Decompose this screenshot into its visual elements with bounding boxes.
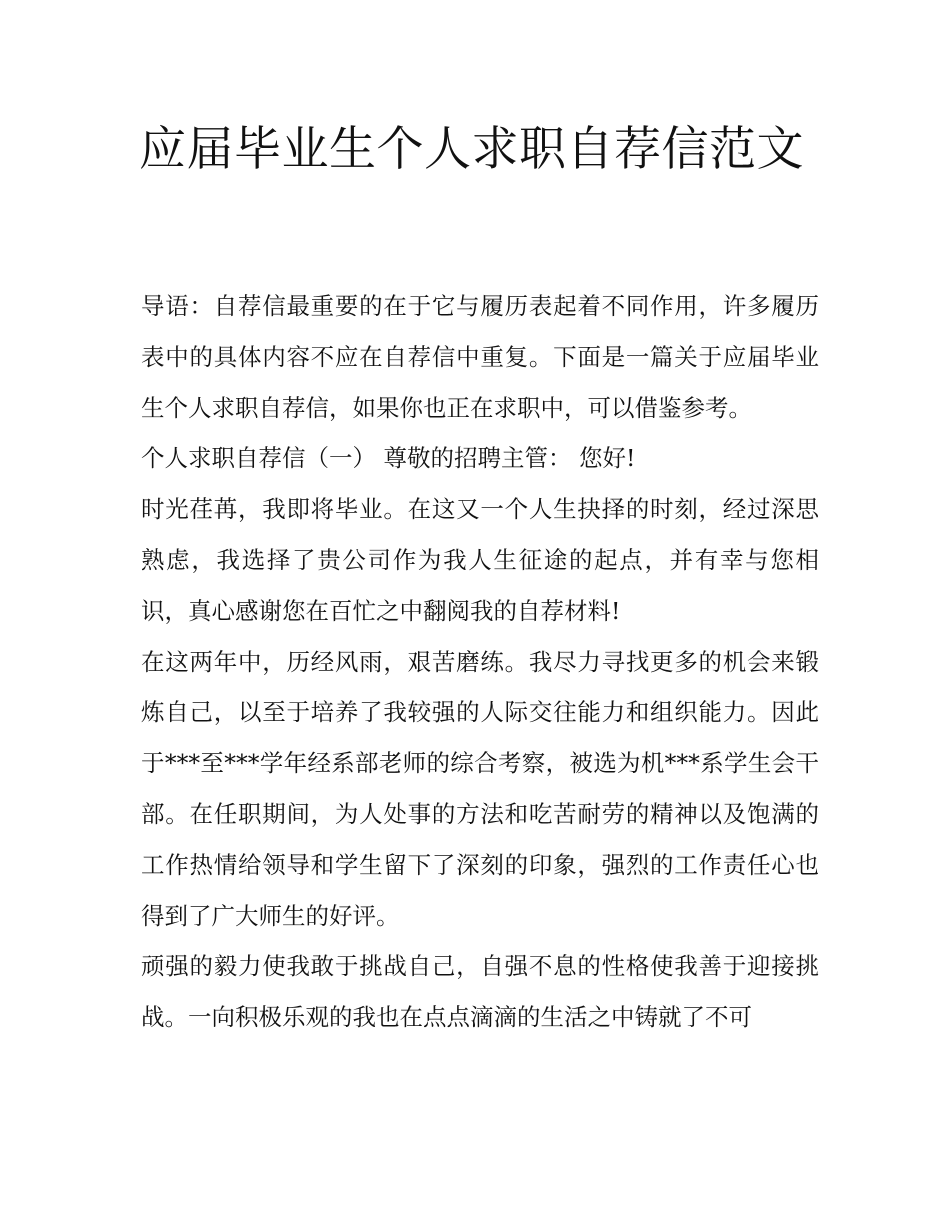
body-paragraph: 顽强的毅力使我敢于挑战自己，自强不息的性格使我善于迎接挑战。一向积极乐观的我也在点点滴滴的生活之中铸就了不可: [141, 952, 819, 1032]
letter-salutation: 个人求职自荐信（一） 尊敬的招聘主管： 您好!: [141, 444, 636, 473]
body-paragraph: 在这两年中，历经风雨，艰苦磨练。我尽力寻找更多的机会来锻炼自己，以至于培养了我较强的人际交往能力和组织能力。因此于***至***学年经系部老师的综合考察，被选为机***系学生会干部。在任职期间，为人处事的方法和吃苦耐劳的精神以及饱满的工作热情给领导和学生留下了深刻的印象，强烈的工作责任心也得到了广大师生的好评。: [141, 647, 819, 930]
document-title: 应届毕业生个人求职自荐信范文: [139, 122, 804, 177]
intro-paragraph: 导语：自荐信最重要的在于它与履历表起着不同作用，许多履历表中的具体内容不应在自荐信中重复。下面是一篇关于应届毕业生个人求职自荐信，如果你也正在求职中，可以借鉴参考。: [141, 292, 819, 422]
body-paragraph: 时光荏苒，我即将毕业。在这又一个人生抉择的时刻，经过深思熟虑，我选择了贵公司作为我人生征途的起点，并有幸与您相识，真心感谢您在百忙之中翻阅我的自荐材料!: [141, 495, 819, 625]
document-body: [141, 281, 819, 1043]
